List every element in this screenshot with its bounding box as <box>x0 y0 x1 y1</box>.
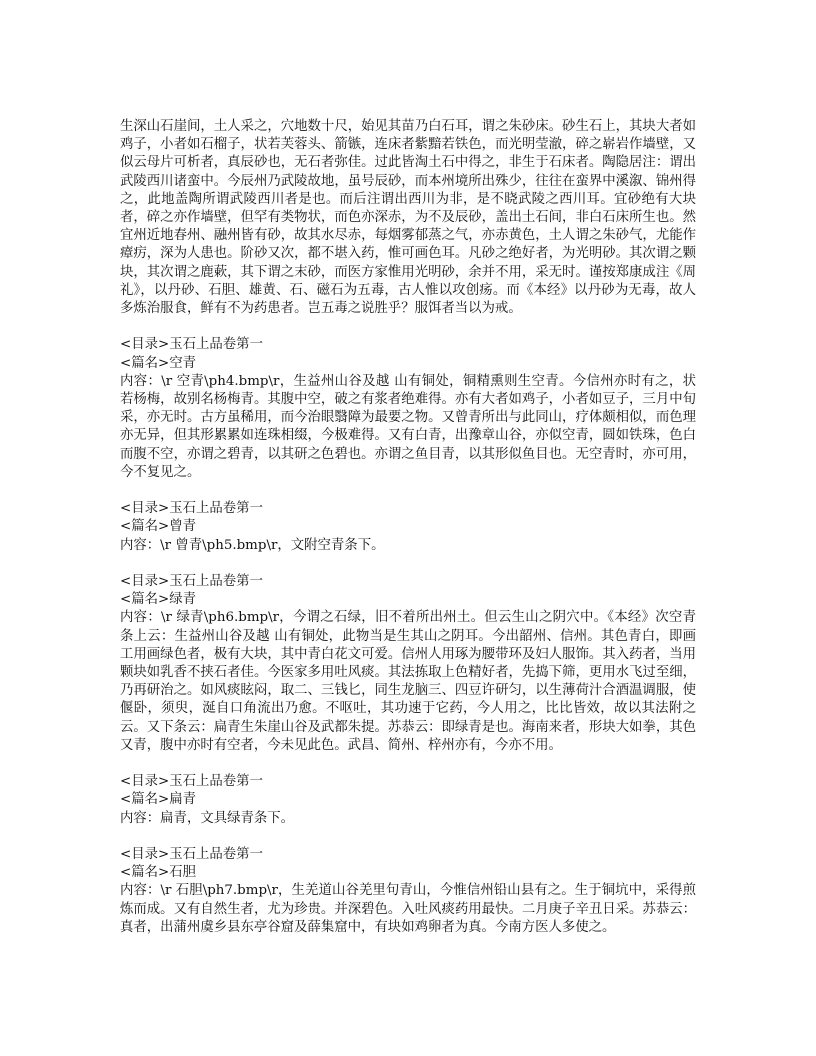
entry-cengqing <box>120 500 696 555</box>
chapter-title-line: <篇名>扁青 <box>120 792 197 808</box>
entry-bianqing <box>120 773 696 828</box>
intro-paragraph: 生深山石崖间，土人采之，穴地数十尺，始见其苗乃白石耳，谓之朱砂床。砂生石上，其块大者如鸡子，小者如石榴子，状若芙蓉头、箭镞，连床者紫黯若铁色，而光明莹澈，碎之崭岩作墙壁，又似云母片可析者，真辰砂也，无石者弥佳。过此皆淘土石中得之，非生于石床者。陶隐居注：谓出武陵西川诸蛮中。今辰州乃武陵故地，虽号辰砂，而本州境所出殊少，往往在蛮界中溪溆、锦州得之，此地盖陶所谓武陵西川者是也。而后注谓出西川为非，是不晓武陵之西川耳。宜砂绝有大块者，碎之亦作墙壁，但罕有类物状，而色亦深赤，为不及辰砂，盖出土石间，非白石床所生也。然宜州近地春州、融州皆有砂，故其水尽赤，每烟雾郁蒸之气，亦赤黄色，土人谓之朱砂气，尤能作瘴疠，深为人患也。阶砂又次，都不堪入药，惟可画色耳。凡砂之绝好者，为光明砂。其次谓之颗块，其次谓之鹿蔌，其下谓之末砂，而医方家惟用光明砂，余并不用，采无时。谨按郑康成注《周礼》，以丹砂、石胆、雄黄、石、磁石为五毒，古人惟以攻创疡。而《本经》以丹砂为无毒，故人多炼治服食，鲜有不为药患者。岂五毒之说胜乎？服饵者当以为戒。 <box>120 119 696 317</box>
entry-kongqing <box>120 336 696 482</box>
entry-content: 内容：\r 石胆\ph7.bmp\r，生羌道山谷羌里句青山，今惟信州铅山县有之。生于铜坑中，采得煎炼而成。又有自然生者，尤为珍贵。并深碧色。入吐风痰药用最快。二月庚子辛丑日采。苏恭云：真者，出蒲州虞乡县东亭谷窟及薛集窟中，有块如鸡卵者为真。今南方医人多使之。 <box>120 883 696 935</box>
entry-content: 内容：扁青，文具绿青条下。 <box>120 810 295 826</box>
entry-shidan <box>120 846 696 937</box>
chapter-title-line: <篇名>空青 <box>120 355 197 371</box>
chapter-title-line: <篇名>曾青 <box>120 519 197 535</box>
catalog-line: <目录>玉石上品卷第一 <box>120 774 263 790</box>
catalog-line: <目录>玉石上品卷第一 <box>120 574 263 590</box>
entry-content: 内容：\r 绿青\ph6.bmp\r，今谓之石绿，旧不着所出州土。但云生山之阴穴中。《本经》次空青条上云：生益州山谷及越 山有铜处，此物当是生其山之阴耳。今出韶州、信州。其色青白，即画工用画绿色者，极有大块，其中青白花文可爱。信州人用琢为腰带环及妇人服饰。其入药者，当用颗块如乳香不挟石者佳。今医家多用吐风痰。其法拣取上色精好者，先捣下筛，更用水飞过至细，乃再研治之。如风痰眩闷，取二、三钱匕，同生龙脑三、四豆许研匀，以生薄荷汁合酒温调服，使偃卧，须臾，涎自口角流出乃愈。不呕吐，其功速于它药，今人用之，比比皆效，故以其法附之云。又下条云：扁青生朱崖山谷及武都朱提。苏恭云：即绿青是也。海南来者，形块大如拳，其色又青，腹中亦时有空者，今未见此色。武昌、简州、梓州亦有，今亦不用。 <box>120 610 696 753</box>
entry-content: 内容：\r 空青\ph4.bmp\r，生益州山谷及越 山有铜处，铜精熏则生空青。今信州亦时有之，状若杨梅，故别名杨梅青。其腹中空，破之有浆者绝难得。亦有大者如鸡子，小者如豆子，三月中旬采，亦无时。古方虽稀用，而今治眼翳障为最要之物。又曾青所出与此同山，疗体颇相似，而色理亦无异，但其形累累如连珠相缀，今极难得。又有白青，出豫章山谷，亦似空青，圆如铁珠，色白而腹不空，亦谓之碧青，以其研之色碧也。亦谓之鱼目青，以其形似鱼目也。无空青时，亦可用，今不复见之。 <box>120 373 696 480</box>
chapter-title-line: <篇名>绿青 <box>120 592 197 608</box>
catalog-line: <目录>玉石上品卷第一 <box>120 847 263 863</box>
catalog-line: <目录>玉石上品卷第一 <box>120 337 263 353</box>
catalog-line: <目录>玉石上品卷第一 <box>120 501 263 517</box>
entry-content: 内容：\r 曾青\ph5.bmp\r，文附空青条下。 <box>120 537 385 553</box>
document-page <box>120 118 696 937</box>
chapter-title-line: <篇名>石胆 <box>120 865 197 881</box>
entry-lvqing <box>120 573 696 755</box>
